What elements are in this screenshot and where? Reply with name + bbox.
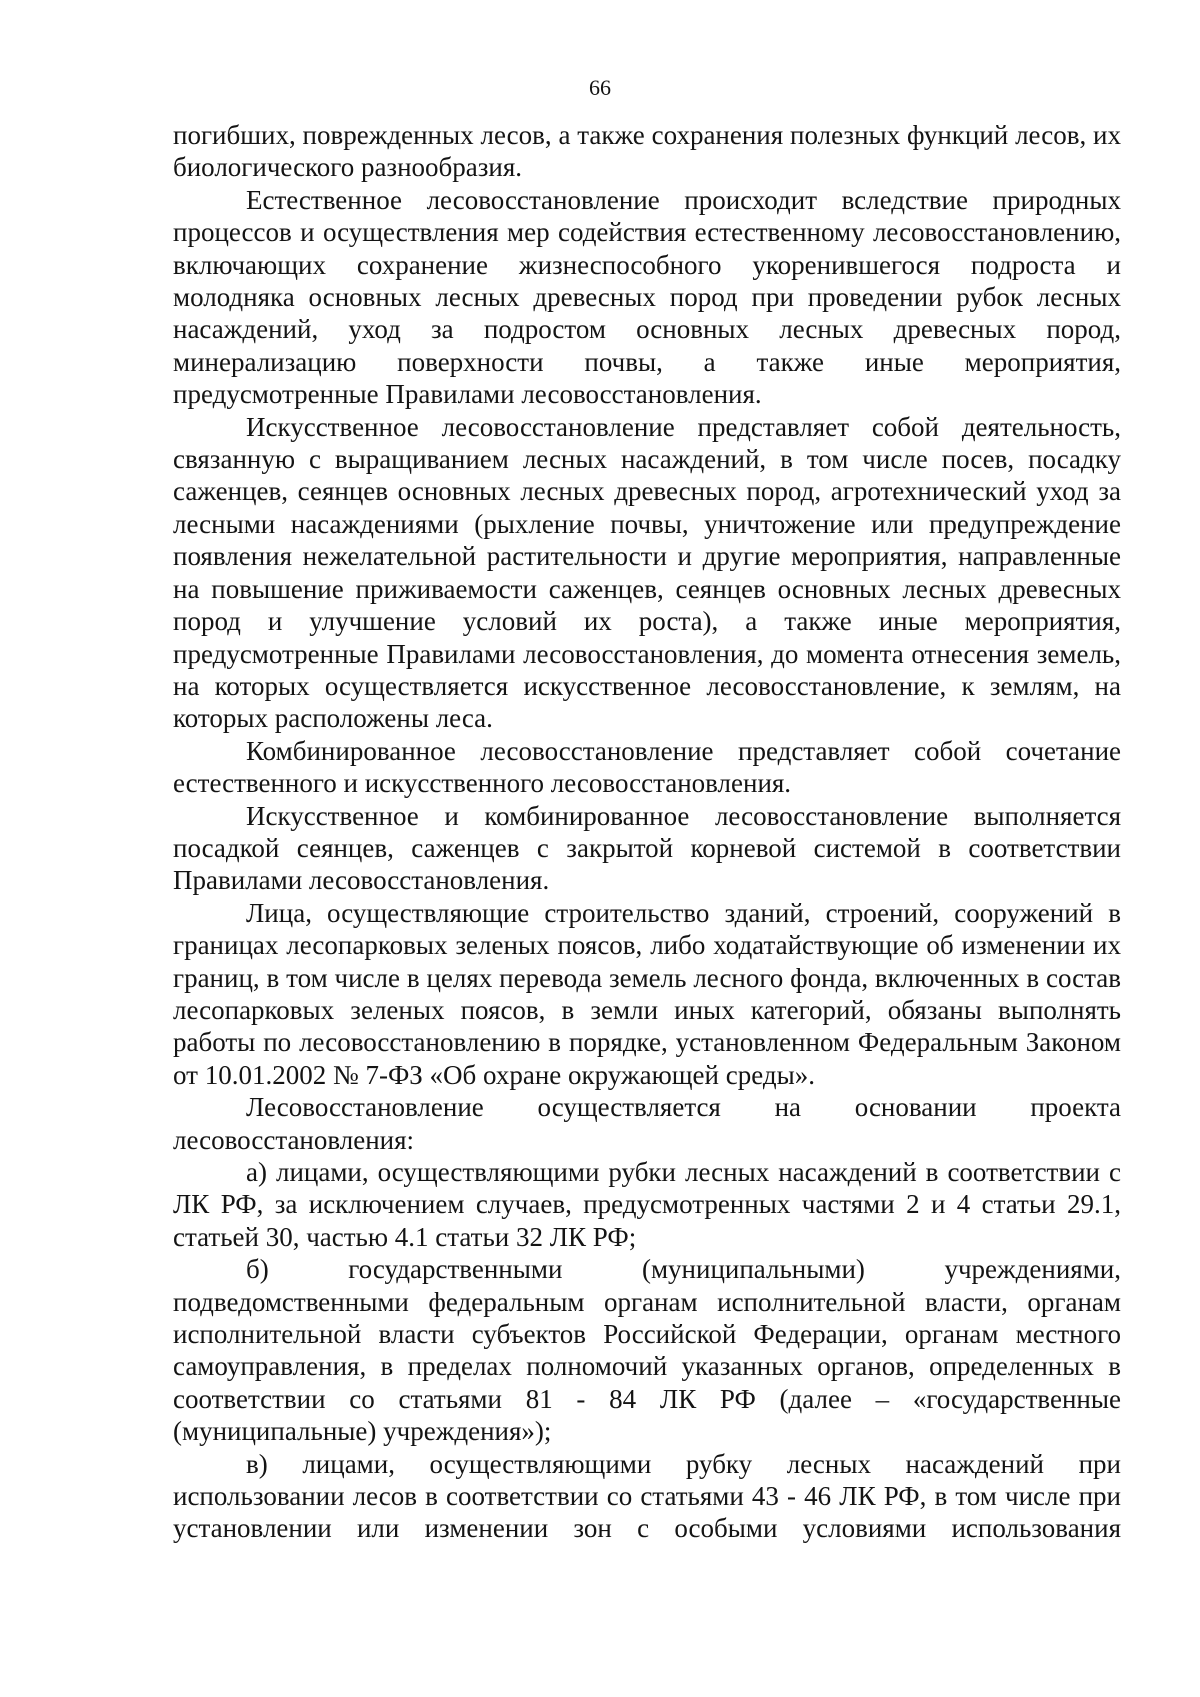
body-text <box>173 119 1121 1545</box>
list-item-b: б) государственными (муниципальными) учреждениями, подведомственными федеральным органам исполнительной власти, органам исполнительной власти субъектов Российской Федерации, органам местного самоуправления, в пределах полномочий указанных органов, определенных в соответствии со статьями 81 - 84 ЛК РФ (далее – «государственные (муниципальные) учреждения»); <box>173 1254 1121 1447</box>
list-item-a: а) лицами, осуществляющими рубки лесных насаждений в соответствии с ЛК РФ, за исключением случаев, предусмотренных частями 2 и 4 статьи 29.1, статьей 30, частью 4.1 статьи 32 ЛК РФ; <box>173 1157 1121 1252</box>
paragraph-continuation: погибших, поврежденных лесов, а также сохранения полезных функций лесов, их биологического разнообразия. <box>173 120 1121 183</box>
paragraph-project-basis: Лесовосстановление осуществляется на основании проекта лесовосстановления: <box>173 1092 1121 1155</box>
paragraph-combined-reforestation: Комбинированное лесовосстановление представляет собой сочетание естественного и искусственного лесовосстановления. <box>173 735 1121 799</box>
paragraph-artificial-reforestation: Искусственное лесовосстановление представляет собой деятельность, связанную с выращиванием лесных насаждений, в том числе посев, посадку саженцев, сеянцев основных лесных древесных пород, агротехнический уход за лесными насаждениями (рыхление почвы, уничтожение или предупреждение появления нежелательной растительности и другие мероприятия, направленные на повышение приживаемости саженцев, сеянцев основных лесных древесных пород и улучшение условий их роста), а также иные мероприятия, предусмотренные Правилами лесовосстановления, до момента отнесения земель, на которых осуществляется искусственное лесовосстановление, к землям, на которых расположены леса. <box>173 411 1121 734</box>
list-item-c: в) лицами, осуществляющими рубку лесных насаждений при использовании лесов в соответствии со статьями 43 - 46 ЛК РФ, в том числе при установлении или изменении зон с особыми условиями использования <box>173 1448 1121 1544</box>
paragraph-natural-reforestation: Естественное лесовосстановление происходит вследствие природных процессов и осуществления мер содействия естественному лесовосстановлению, включающих сохранение жизнеспособного укоренившегося подроста и молодняка основных лесных древесных пород при проведении рубок лесных насаждений, уход за подростом основных лесных древесных пород, минерализацию поверхности почвы, а также иные мероприятия, предусмотренные Правилами лесовосстановления. <box>173 184 1121 410</box>
paragraph-greenbelt-obligations: Лица, осуществляющие строительство зданий, строений, сооружений в границах лесопарковых зеленых поясов, либо ходатайствующие об изменении их границ, в том числе в целях перевода земель лесного фонда, включенных в состав лесопарковых зеленых поясов, в земли иных категорий, обязаны выполнять работы по лесовосстановлению в порядке, установленном Федеральным Законом от 10.01.2002 № 7-ФЗ «Об охране окружающей среды». <box>173 897 1121 1090</box>
page-number: 66 <box>589 75 611 100</box>
paragraph-planting-method: Искусственное и комбинированное лесовосстановление выполняется посадкой сеянцев, саженцев с закрытой корневой системой в соответствии Правилами лесовосстановления. <box>173 800 1121 896</box>
